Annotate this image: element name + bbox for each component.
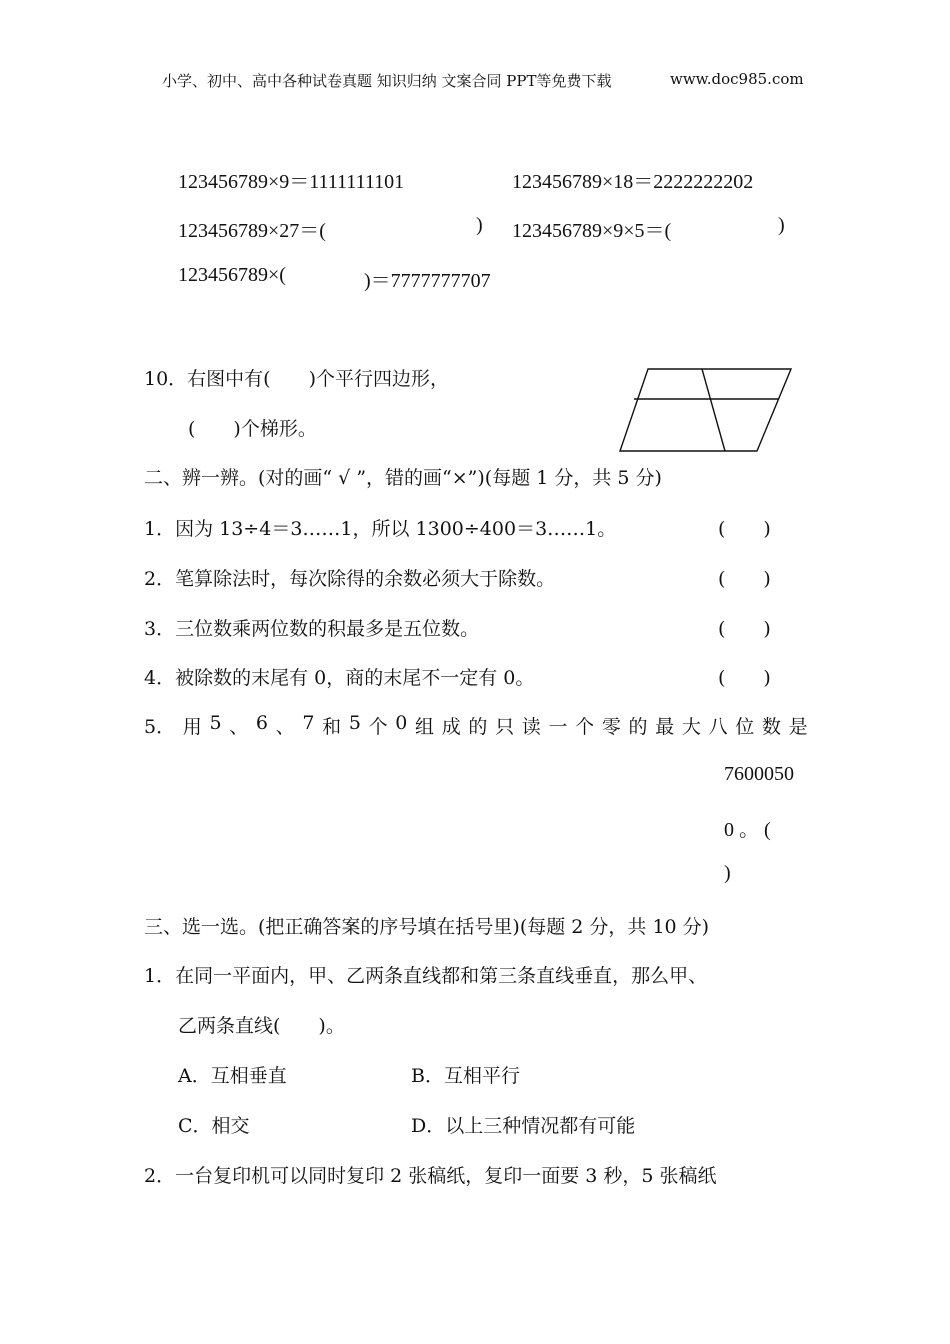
header-left-text: 小学、初中、高中各种试卷真题 知识归纳 文案合同 PPT等免费下载 xyxy=(162,72,612,90)
judge-item-5-token: 个 xyxy=(575,716,595,738)
equation-row1-left: 123456789×9＝1111111101 xyxy=(178,171,405,193)
judge-item-5-token: 用 xyxy=(182,716,202,738)
judge-item-4-paren: ( ) xyxy=(718,667,771,689)
question-10-line2: ( )个梯形。 xyxy=(188,418,317,440)
question-10-line1: 10．右图中有( )个平行四边形， xyxy=(144,368,450,390)
judge-item-1-paren: ( ) xyxy=(718,518,771,540)
equation-row2-right: 123456789×9×5＝( xyxy=(512,220,672,242)
judge-item-5-token: 位 xyxy=(735,716,755,738)
judge-item-5-token: 成 xyxy=(441,716,461,738)
judge-item-5-token: 数 xyxy=(761,716,781,738)
choice-q2-line1: 2．一台复印机可以同时复印 2 张稿纸，复印一面要 3 秒，5 张稿纸 xyxy=(144,1165,717,1187)
option-b: B．互相平行 xyxy=(411,1065,520,1087)
judge-item-5-token: 个 xyxy=(368,716,388,738)
judge-item-2: 2．笔算除法时，每次除得的余数必须大于除数。 xyxy=(144,568,556,590)
judge-item-5-token: 组 xyxy=(415,716,435,738)
judge-item-5-token: 最 xyxy=(655,716,675,738)
judge-item-5-token: 5 xyxy=(209,712,222,734)
equation-row3-open: 123456789×( xyxy=(178,264,286,286)
judge-item-5-token: 读 xyxy=(521,716,541,738)
judge-item-2-paren: ( ) xyxy=(718,568,771,590)
judge-item-5-wrap-1: 7600050 xyxy=(724,763,794,785)
judge-item-5-line xyxy=(144,712,808,739)
judge-item-3: 3．三位数乘两位数的积最多是五位数。 xyxy=(144,618,480,640)
judge-item-5-token: 大 xyxy=(681,716,701,738)
judge-item-5-wrap-2: 0 。 ( xyxy=(724,819,771,841)
option-c: C．相交 xyxy=(178,1115,250,1137)
equation-row1-right: 123456789×18＝2222222202 xyxy=(512,171,754,193)
judge-item-1: 1．因为 13÷4＝3……1，所以 1300÷400＝3……1。 xyxy=(144,518,617,540)
judge-item-5-token: 的 xyxy=(628,716,648,738)
option-d: D．以上三种情况都有可能 xyxy=(411,1115,636,1137)
header-url: www.doc985.com xyxy=(670,70,804,88)
judge-item-4: 4．被除数的末尾有 0，商的末尾不一定有 0。 xyxy=(144,667,535,689)
figure-slanted-line xyxy=(702,369,725,451)
judge-item-5-token: 、 xyxy=(275,716,295,738)
judge-item-5-token: 7 xyxy=(302,712,315,734)
equation-row2-right-close: ) xyxy=(778,214,785,236)
judge-item-5-token: 零 xyxy=(601,716,621,738)
equation-row3-rest: )＝7777777707 xyxy=(364,270,491,292)
judge-item-5-token: 、 xyxy=(229,716,249,738)
judge-item-5-token: 6 xyxy=(255,712,268,734)
parallelogram-figure xyxy=(612,362,798,456)
judge-item-5-token: 八 xyxy=(708,716,728,738)
judge-item-5-token: 5． xyxy=(144,716,176,738)
equation-row2-left-close: ) xyxy=(476,214,483,236)
section-2-title: 二、辨一辨。(对的画“ √ ”，错的画“×”)(每题 1 分，共 5 分) xyxy=(144,467,662,489)
option-a: A．互相垂直 xyxy=(178,1065,287,1087)
judge-item-5-token: 0 xyxy=(395,712,408,734)
judge-item-5-token: 一 xyxy=(548,716,568,738)
judge-item-5-token: 5 xyxy=(348,712,361,734)
choice-q1-line1: 1．在同一平面内，甲、乙两条直线都和第三条直线垂直，那么甲、 xyxy=(144,965,708,987)
choice-q1-line2: 乙两条直线( )。 xyxy=(178,1015,345,1037)
judge-item-5-wrap-3: ) xyxy=(724,862,731,884)
judge-item-3-paren: ( ) xyxy=(718,618,771,640)
judge-item-5-token: 和 xyxy=(322,716,342,738)
section-3-title: 三、选一选。(把正确答案的序号填在括号里)(每题 2 分，共 10 分) xyxy=(144,916,710,938)
judge-item-5-token: 只 xyxy=(495,716,515,738)
judge-item-5-token: 的 xyxy=(468,716,488,738)
equation-row2-left: 123456789×27＝( xyxy=(178,220,326,242)
judge-item-5-token: 是 xyxy=(788,716,808,738)
